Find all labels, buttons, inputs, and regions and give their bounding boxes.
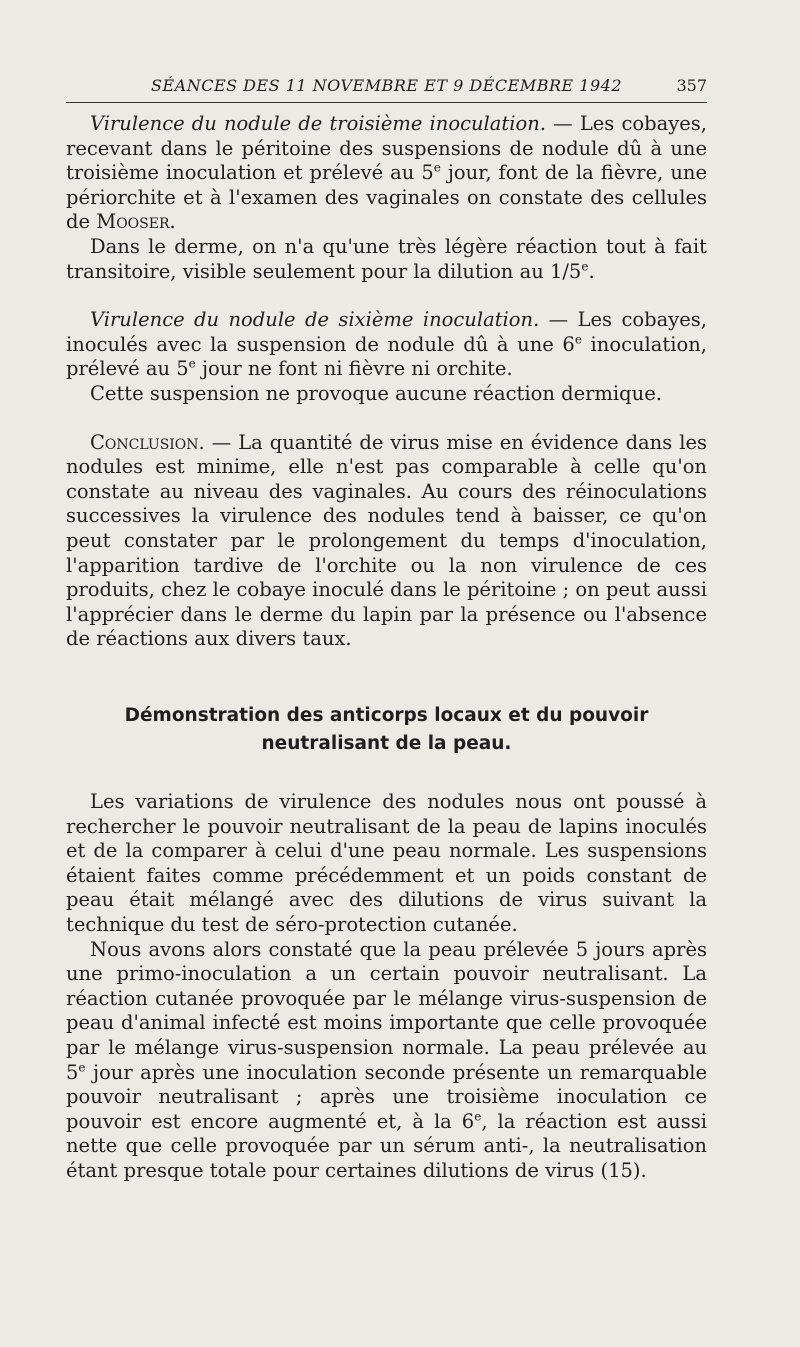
spacer — [66, 407, 707, 431]
body-text-top — [66, 112, 707, 652]
sec2-title: Virulence du nodule de sixième inoculation. — [90, 308, 540, 332]
section-heading-line-1: Démonstration des anticorps locaux et du pouvoir — [124, 705, 649, 726]
sec1-p1-sup: e — [433, 160, 441, 175]
sec3-p2-sup2: e — [474, 1109, 482, 1124]
sec2-paragraph-1 — [66, 308, 707, 382]
author-name-mooser: Mooser — [96, 210, 170, 234]
sec3-p2-text2: jour après une inoculation seconde présente un remarquable pouvoir neutralisant ; après une troisième inoculation ce pouvoir est encore augmenté et, à la 6 — [66, 1060, 707, 1133]
sec3-p2-sup: e — [78, 1060, 86, 1075]
sec1-title: Virulence du nodule de troisième inoculation. — [90, 112, 546, 135]
conclusion-text: La quantité de virus mise en évidence dans les nodules est minime, elle n'est pas comparable à celle qu'on constate au niveau des vaginales. Au cours des réinoculations successives la virulence des nodules tend à baisser, ce qu'on peut constater par le prolongement du temps d'inoculation, l'apparition tardive de l'orchite ou la non virulence de ces produits, chez le cobaye inoculé dans le péritoine ; on peut aussi l'apprécier dans le derme du lapin par la présence ou l'absence de réactions aux divers taux. — [66, 430, 707, 651]
sec1-p2-end: . — [588, 259, 595, 283]
sec2-p1-text3: jour ne font ni fièvre ni orchite. — [195, 357, 513, 381]
page-number: 357 — [676, 76, 707, 95]
body-text-bottom — [66, 790, 707, 1184]
sec3-paragraph-1: Les variations de virulence des nodules nous ont poussé à rechercher le pouvoir neutralisant de la peau de lapins inoculés et de la comparer à celui d'une peau normale. Les suspensions étaient faites comme précédemment et un poids constant de peau était mélangé avec des dilutions de virus suivant la technique du test de séro-protection cutanée. — [66, 790, 707, 936]
sec3-paragraph-2 — [66, 938, 707, 1184]
sec2-p1-text: Les cobayes, inoculés avec la suspension de nodule dû à une 6 — [66, 308, 707, 356]
spacer — [66, 284, 707, 308]
conclusion-paragraph — [66, 431, 707, 652]
sec1-p1-text: Les cobayes, recevant dans le péritoine des suspensions de nodule dû à une troisième inoculation et prélevé au 5 — [66, 112, 707, 185]
sec1-p1-end: . — [169, 210, 176, 234]
section-heading-line-2: neutralisant de la peau. — [261, 733, 512, 754]
sec2-dash: — — [539, 308, 578, 332]
sec1-p2-sup: e — [581, 259, 589, 274]
sec3-p2-text3: , la réaction est aussi nette que celle provoquée par un sérum anti-, la neutralisation étant presque totale pour certaines dilutions de virus (15). — [66, 1109, 707, 1182]
sec2-p1-sup: e — [574, 332, 582, 347]
sec1-paragraph-1 — [66, 112, 707, 235]
conclusion-label: Conclusion — [90, 430, 199, 454]
sec1-paragraph-2 — [66, 235, 707, 284]
sec1-dash: — — [546, 112, 580, 135]
running-header — [66, 74, 707, 100]
sec2-paragraph-2: Cette suspension ne provoque aucune réaction dermique. — [90, 381, 662, 405]
sec1-p1-text2: jour, font de la fièvre, une périorchite et à l'examen des vaginales on constate des cellules de — [66, 161, 707, 234]
conclusion-dash: . — — [198, 430, 239, 454]
sec2-p1-sup2: e — [188, 356, 196, 371]
section-heading — [66, 702, 707, 758]
header-rule — [66, 102, 707, 103]
sec2-p1-text2: inoculation, prélevé au 5 — [66, 332, 707, 381]
sec3-p2-text: Nous avons alors constaté que la peau prélevée 5 jours après une primo-inoculation a un certain pouvoir neutralisant. La réaction cutanée provoquée par le mélange virus-suspension de peau d'animal infecté est moins importante que celle provoquée par le mélange virus-suspension normale. La peau prélevée au 5 — [66, 937, 707, 1084]
sec1-p2-text: Dans le derme, on n'a qu'une très légère réaction tout à fait transitoire, visible seulement pour la dilution au 1/5 — [66, 234, 707, 283]
running-title: SÉANCES DES 11 NOVEMBRE ET 9 DÉCEMBRE 1942 — [151, 76, 622, 95]
